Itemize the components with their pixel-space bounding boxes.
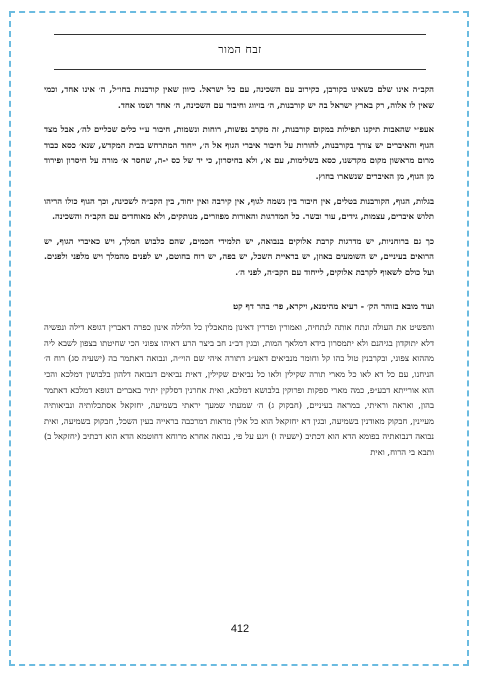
page-body [44,82,434,469]
header-rule-bottom [54,69,426,70]
paragraph: כך גם ברוחניות, יש מדרגות קרבת אלוקים בנבואה, יש תלמידי חכמים, שהם כלבוש המלך, ויש כאיברי הגוף, יש הרואים בעיניים, יש השומעים באוזן, יש בראיית השכל, יש בפה, יש רוח בחוטם, יש לפנים מהמלך ויש מלפני ולפנים. ועל כולם לשאוף לקרבת אלוקים, לייחוד עם הקב״ה, לפני ה׳. [44,235,434,277]
header-rule-top [54,34,426,35]
running-header [54,30,426,74]
paragraph: בגלות, הגוף, הקורבנות בטלים, אין חיבור בין נשמה לגוף, אין קירבה ואין יחוד, בין הקב״ה לשכינה, וכך הגוף כולו הריהו תלוש איברים, עצמות, גידים, עור ובשר. כל המדרגות והאורות מפוזרים, מנותקים, ולא מאוחדים עם הקב״ה והשכינה. [44,195,434,222]
paragraph: הקב״ה אינו שלם כשאינו בקורבן, כקירוב עם השכינה, עם כל ישראל. כיוון שאין קורבנות בחו״ל, ה׳ אינו אחד, וכמי שאין לו אלוה, רק בארץ ישראל בה יש קורבנות, ה׳ בזיווג וחיבור עם השכינה, ה׳ אחד ושמו אחד. [44,84,434,110]
paragraph: אעפ״י שהאבות תיקנו תפילות במקום קורבנות, זה מקרב נפשות, רוחות ונשמות, חיבור ע״י כלים שכליים לה׳, אבל מצד הגוף והאיברים יש צורך בקורבנות, להורות על חיבור איברי הגוף אל ה׳, ייחוד המתרחש בבית המקדש, שנא׳ כסא כבוד מרום מראשון מקום מקדשנו, כסא בשלימות, עם א׳, ולא בחיסרון, כי יד של כס י-ה, שחסר א׳ מורה על חיסרון ופירוד מן הגוף, מן האיברים שנשארו בחוץ. [44,124,434,181]
page-number: 412 [230,623,250,635]
header-title: זבח המור [218,43,262,56]
source-citation: ועוד מובא בזוהר הק׳ - רעיא מהימנא, ויקרא, פר׳ בהר דף קט׃ [233,300,434,311]
quoted-passage: והפשיט את העולה ונתח אותה לנתחיה, ואמורין ופדרין דאינון מתאכלין כל הלילה אינון כפרה דאברין דגופא דילה ונפשיה דלא יתוקדון בגיהנם ולא יתמסרון בידא דמלאך המות, ובגין דב״נ חב ביצר הרע דאיהו צפוני הכי שחיטתו בצפון לשבא ליה מההוא צפוני, ובקרבנין טול בהו קל וחומר מנביאים דאע״ג דתורה איהי שם הוי״ה, ונבואה דאתמר בה (ישעיה סג) רוח ה׳ הניחנו, עם כל דא לאו כל מארי תורה שקילין ולאו כל נביאים שקילין, דאית נביאים דנבואה דלהון בלבושין דמלכא והכי הוא אורייתא דבע״פ, כמה מארי ספקות ופרוקין בלבושא דמלכא, ואית אחרנין דסלקין יתיר באברים דגופא דמלכא דאתמר בהון, ואראה וראיתי, במראה בעיניים, (חבקוק ג) ה׳ שמעתי שמעך יראתי בשמיעה, יחזקאל אסתכלותיה ונביאותיה מעיינין, חבקוק מאודנין בשמיעה, ובגין דא יחזקאל הוא כל אלין מראות דמרכבה בראייה בעין השכל, חבקוק בשמיעה, ואית נבואה דנבואתיה בפומא הדא הוא דכתיב (ישעיה ו) ויגע על פי, נבואה אחרא מרוחא דחוטמא הדא הוא דכתיב (יחזקאל ב) ותבא בי הרוח, ואית [44,322,434,457]
